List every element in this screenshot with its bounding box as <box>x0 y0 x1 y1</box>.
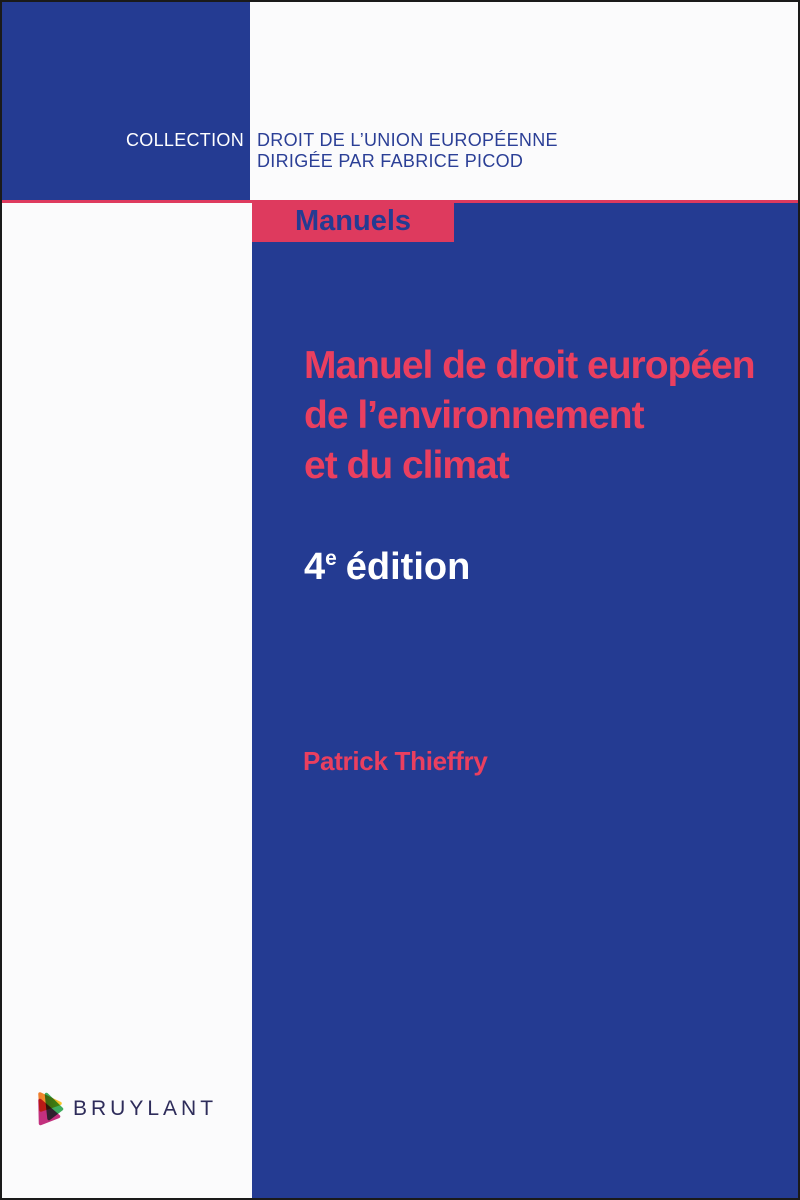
edition-number: 4 <box>304 546 326 588</box>
bruylant-play-icon <box>36 1091 64 1127</box>
series-badge-label: Manuels <box>294 204 412 237</box>
publisher-logo <box>36 1091 217 1127</box>
author-name: Patrick Thieffry <box>303 746 488 776</box>
edition-word: édition <box>345 546 471 588</box>
edition-ordinal-suffix: e <box>325 547 337 570</box>
top-left-color-block <box>0 0 250 200</box>
book-title-line1: Manuel de droit européen <box>304 344 755 387</box>
book-title <box>304 341 755 491</box>
collection-series-line2: DIRIGÉE PAR FABRICE PICOD <box>257 151 524 171</box>
collection-series <box>257 130 558 172</box>
book-title-line3: et du climat <box>304 444 509 487</box>
collection-label: COLLECTION <box>125 130 244 150</box>
edition-label <box>304 547 470 593</box>
series-badge <box>252 203 454 242</box>
publisher-wordmark: BRUYLANT <box>73 1097 218 1120</box>
collection-series-line1: DROIT DE L’UNION EUROPÉENNE <box>257 130 558 150</box>
book-title-line2: de l’environnement <box>304 394 644 437</box>
